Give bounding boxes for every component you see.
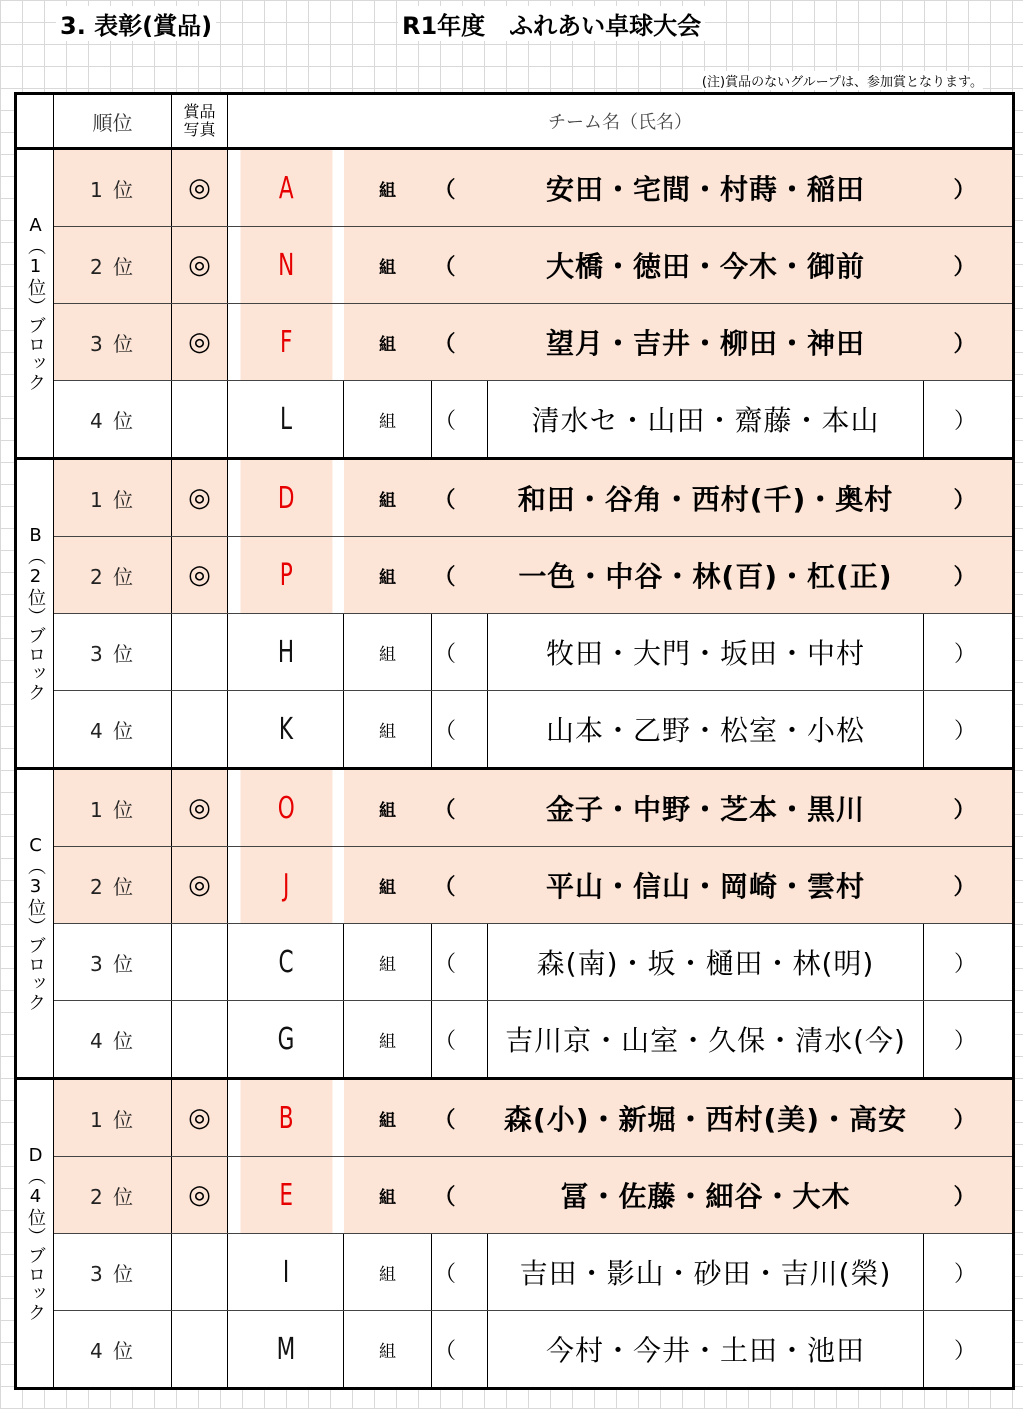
header-prize-photo [172, 94, 228, 149]
prize-mark [172, 691, 228, 769]
prize-mark: ◎ [172, 304, 228, 381]
prize-mark [172, 1001, 228, 1079]
kumi-label: 組 [344, 1157, 432, 1234]
open-paren: （ [432, 537, 488, 614]
rank-cell: 4 位 [54, 691, 172, 769]
team-letter: H [239, 614, 332, 691]
close-paren: ） [924, 381, 1014, 459]
team-members: 望月・吉井・柳田・神田 [488, 304, 924, 381]
rank-cell: 2 位 [54, 847, 172, 924]
block-label: D（4位）ブロック [16, 1079, 54, 1389]
team-letter: M [239, 1311, 332, 1389]
prize-mark: ◎ [172, 459, 228, 537]
header-rank: 順位 [54, 94, 172, 149]
open-paren: （ [432, 149, 488, 227]
table-row [16, 691, 1014, 769]
close-paren: ） [924, 459, 1014, 537]
prize-mark: ◎ [172, 1157, 228, 1234]
team-members: 冨・佐藤・細谷・大木 [488, 1157, 924, 1234]
prize-mark: ◎ [172, 847, 228, 924]
team-letter: D [239, 459, 332, 537]
rank-cell: 4 位 [54, 1001, 172, 1079]
rank-cell: 4 位 [54, 381, 172, 459]
block-label: C（3位）ブロック [16, 769, 54, 1079]
close-paren: ） [924, 691, 1014, 769]
team-letter: P [239, 537, 332, 614]
team-members: 牧田・大門・坂田・中村 [488, 614, 924, 691]
table-row [16, 149, 1014, 227]
team-letter: I [239, 1234, 332, 1311]
team-letter: F [239, 304, 332, 381]
prize-mark: ◎ [172, 769, 228, 847]
team-letter: N [239, 227, 332, 304]
team-letter: E [239, 1157, 332, 1234]
table-row [16, 227, 1014, 304]
close-paren: ） [924, 614, 1014, 691]
open-paren: （ [432, 459, 488, 537]
close-paren: ） [924, 1234, 1014, 1311]
table-row [16, 847, 1014, 924]
team-members: 森(小)・新堀・西村(美)・高安 [488, 1079, 924, 1157]
open-paren: （ [432, 614, 488, 691]
open-paren: （ [432, 1001, 488, 1079]
close-paren: ） [924, 1311, 1014, 1389]
header-team-name: チーム名（氏名） [228, 94, 1014, 149]
prize-mark [172, 1234, 228, 1311]
close-paren: ） [924, 149, 1014, 227]
kumi-label: 組 [344, 614, 432, 691]
block-label: B（2位）ブロック [16, 459, 54, 769]
rank-cell: 1 位 [54, 149, 172, 227]
table-row [16, 769, 1014, 847]
prize-mark: ◎ [172, 149, 228, 227]
table-row [16, 304, 1014, 381]
prize-mark [172, 381, 228, 459]
open-paren: （ [432, 691, 488, 769]
close-paren: ） [924, 227, 1014, 304]
rank-cell: 2 位 [54, 227, 172, 304]
prize-mark [172, 924, 228, 1001]
team-members: 金子・中野・芝本・黒川 [488, 769, 924, 847]
team-letter: J [239, 847, 332, 924]
team-letter: A [239, 149, 332, 227]
table-row [16, 537, 1014, 614]
team-letter: G [239, 1001, 332, 1079]
open-paren: （ [432, 1234, 488, 1311]
table-row [16, 1157, 1014, 1234]
kumi-label: 組 [344, 227, 432, 304]
team-members: 今村・今井・土田・池田 [488, 1311, 924, 1389]
header-row [16, 94, 1014, 149]
rank-cell: 4 位 [54, 1311, 172, 1389]
event-title: R1年度 ふれあい卓球大会 [398, 6, 705, 41]
rank-cell: 1 位 [54, 1079, 172, 1157]
table-row [16, 1311, 1014, 1389]
kumi-label: 組 [344, 847, 432, 924]
table-row [16, 1234, 1014, 1311]
rank-cell: 3 位 [54, 614, 172, 691]
close-paren: ） [924, 1079, 1014, 1157]
prize-mark: ◎ [172, 1079, 228, 1157]
kumi-label: 組 [344, 381, 432, 459]
awards-table-body [16, 149, 1014, 1389]
close-paren: ） [924, 1157, 1014, 1234]
team-members: 清水セ・山田・齋藤・本山 [488, 381, 924, 459]
open-paren: （ [432, 304, 488, 381]
section-title: 3. 表彰(賞品) [56, 6, 216, 41]
team-members: 大橋・徳田・今木・御前 [488, 227, 924, 304]
team-letter: L [239, 381, 332, 459]
kumi-label: 組 [344, 1001, 432, 1079]
prize-mark: ◎ [172, 537, 228, 614]
block-label: A（1位）ブロック [16, 149, 54, 459]
team-letter: K [239, 691, 332, 769]
team-letter: B [239, 1079, 332, 1157]
team-members: 平山・信山・岡崎・雲村 [488, 847, 924, 924]
header-block [16, 94, 54, 149]
kumi-label: 組 [344, 1079, 432, 1157]
table-row [16, 381, 1014, 459]
rank-cell: 2 位 [54, 537, 172, 614]
table-row [16, 459, 1014, 537]
kumi-label: 組 [344, 537, 432, 614]
open-paren: （ [432, 1311, 488, 1389]
open-paren: （ [432, 227, 488, 304]
table-row [16, 924, 1014, 1001]
kumi-label: 組 [344, 769, 432, 847]
prize-note: (注)賞品のないグループは、参加賞となります。 [702, 71, 983, 90]
kumi-label: 組 [344, 691, 432, 769]
prize-mark [172, 614, 228, 691]
table-row [16, 1079, 1014, 1157]
open-paren: （ [432, 924, 488, 1001]
rank-cell: 1 位 [54, 459, 172, 537]
header-prize-line1: 賞品 [183, 102, 216, 121]
rank-cell: 2 位 [54, 1157, 172, 1234]
close-paren: ） [924, 769, 1014, 847]
team-letter: O [239, 769, 332, 847]
open-paren: （ [432, 381, 488, 459]
team-members: 一色・中谷・林(百)・杠(正) [488, 537, 924, 614]
kumi-label: 組 [344, 924, 432, 1001]
rank-cell: 3 位 [54, 924, 172, 1001]
team-members: 和田・谷角・西村(千)・奥村 [488, 459, 924, 537]
close-paren: ） [924, 304, 1014, 381]
team-members: 山本・乙野・松室・小松 [488, 691, 924, 769]
team-members: 吉田・影山・砂田・吉川(榮) [488, 1234, 924, 1311]
team-members: 森(南)・坂・樋田・林(明) [488, 924, 924, 1001]
rank-cell: 1 位 [54, 769, 172, 847]
open-paren: （ [432, 847, 488, 924]
kumi-label: 組 [344, 1311, 432, 1389]
table-row [16, 1001, 1014, 1079]
kumi-label: 組 [344, 149, 432, 227]
table-row [16, 614, 1014, 691]
rank-cell: 3 位 [54, 1234, 172, 1311]
team-members: 吉川京・山室・久保・清水(今) [488, 1001, 924, 1079]
close-paren: ） [924, 537, 1014, 614]
team-members: 安田・宅間・村蒔・稲田 [488, 149, 924, 227]
header-prize-line2: 写真 [183, 120, 216, 139]
close-paren: ） [924, 1001, 1014, 1079]
kumi-label: 組 [344, 459, 432, 537]
team-letter: C [239, 924, 332, 1001]
kumi-label: 組 [344, 304, 432, 381]
open-paren: （ [432, 1079, 488, 1157]
prize-mark [172, 1311, 228, 1389]
awards-table [14, 92, 1015, 1390]
open-paren: （ [432, 1157, 488, 1234]
open-paren: （ [432, 769, 488, 847]
kumi-label: 組 [344, 1234, 432, 1311]
close-paren: ） [924, 924, 1014, 1001]
rank-cell: 3 位 [54, 304, 172, 381]
prize-mark: ◎ [172, 227, 228, 304]
close-paren: ） [924, 847, 1014, 924]
